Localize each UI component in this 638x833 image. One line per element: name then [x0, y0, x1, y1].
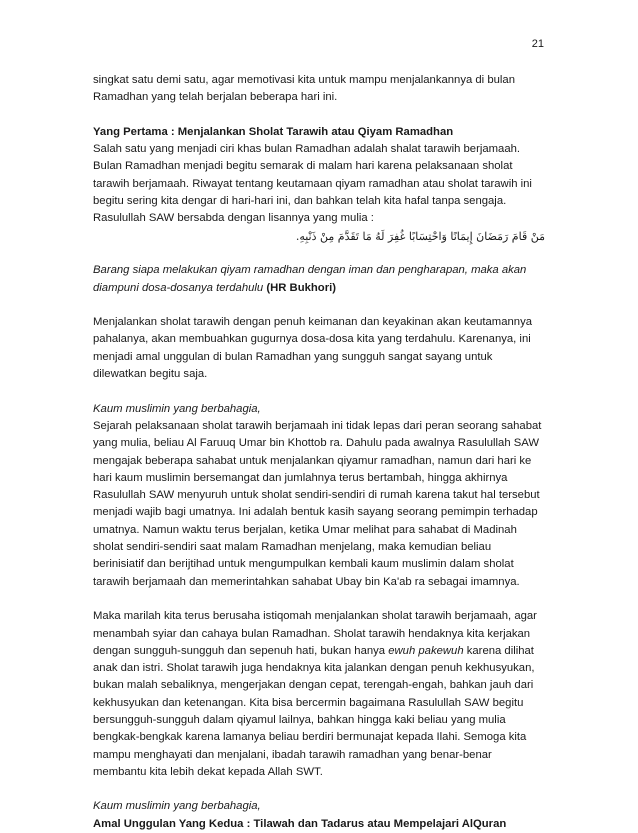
document-body: [93, 72, 545, 833]
translation-text: Barang siapa melakukan qiyam ramadhan dengan iman dan pengharapan, maka akan diampuni dosa-dosanya terdahulu: [93, 264, 527, 294]
history-paragraph: Sejarah pelaksanaan sholat tarawih berjamaah ini tidak lepas dari peran seorang sahabat yang mulia, beliau Al Faruuq Umar bin Khottob ra. Dahulu pada awalnya Rasulullah SAW mengajak beberapa sahabat untuk menjalankan qiyamur ramadhan, namun dari hari ke hari kaum muslimin bersemangat dan jumlahnya terus bertambah, hingga akhirnya Rasulullah SAW menyuruh untuk sholat sendiri-sendiri di rumah karena takut hal tersebut menjadi wajib bagi umatnya. Ini adalah bentuk kasih sayang seorang pemimpin terhadap umatnya. Namun waktu terus berjalan, ketika Umar melihat para sahabat di Madinah sholat sendiri-sendiri saat malam Ramadhan menjelang, maka kemudian beliau berinisiatif dan berijtihad untuk mengumpulkan kembali kaum muslimin dalam sholat tarawih berjamaah dan memerintahkan sahabat Ubay bin Ka'ab ra sebagai imamnya.: [93, 419, 542, 588]
salutation-1: Kaum muslimin yang berbahagia,: [93, 402, 261, 415]
hadith-source: (HR Bukhori): [266, 281, 337, 294]
istiqomah-text-b: karena dilihat anak dan istri. Sholat tarawih juga hendaknya kita jalankan dengan penuh kekhusyukan, bukan malah sebaliknya, mengerjakan dengan cepat, terengah-engah, bahkan jauh dari kekhusyukan dan ketenangan. Kita bisa bercermin bagaimana Rasulullah SAW begitu bersungguh-sungguh dalam qiyamul lailnya, bahkan hingga kaki beliau yang mulia bengkak-bengkak karena lamanya beliau berdiri bermunajat kepada Ilahi. Semoga kita mampu menghayati dan menjalani, ibadah tarawih ramadhan yang benar-benar membantu kita lebih dekat kepada Allah SWT.: [93, 644, 535, 778]
intro-paragraph: singkat satu demi satu, agar memotivasi kita untuk mampu menjalankannya di bulan Ramadhan yang telah berjalan beberapa hari ini.: [93, 74, 515, 104]
istiqomah-italic: ewuh pakewuh: [388, 644, 464, 657]
hadith-translation: [93, 262, 545, 297]
tarawih-paragraph: Salah satu yang menjadi ciri khas bulan Ramadhan adalah shalat tarawih berjamaah. Bulan Ramadhan menjadi begitu semarak di malam hari karena pelaksanaan sholat tarawih berjamaah. Riwayat tentang keutamaan qiyam ramadhan atau sholat tarawih ini begitu sering kita dengar di hari-hari ini, dan bahkan telah kita hafal tanpa sengaja. Rasulullah SAW bersabda dengan lisannya yang mulia :: [93, 143, 532, 225]
section-heading-tilawah: Amal Unggulan Yang Kedua : Tilawah dan Tadarus atau Mempelajari AlQuran: [93, 817, 507, 830]
salutation-2: Kaum muslimin yang berbahagia,: [93, 800, 261, 813]
section-heading-tarawih: Yang Pertama : Menjalankan Sholat Tarawih atau Qiyam Ramadhan: [93, 125, 454, 138]
page-number: 21: [531, 38, 544, 50]
tarawih-merit-paragraph: Menjalankan sholat tarawih dengan penuh keimanan dan keyakinan akan keutamannya pahalanya, akan membuahkan gugurnya dosa-dosa kita yang terdahulu. Karenanya, ini menjadi amal unggulan di bulan Ramadhan yang sungguh sangat sayang untuk dilewatkan begitu saja.: [93, 316, 533, 381]
istiqomah-text-a: Maka marilah kita terus berusaha istiqomah menjalankan sholat tarawih berjamaah, agar menambah syiar dan cahaya bulan Ramadhan. Sholat tarawih hendaknya kita kerjakan dengan sungguh-sungguh dan sepenuh hati, bukan hanya: [93, 610, 537, 657]
hadith-arabic: مَنْ قَامَ رَمَضَانَ إِيمَانًا وَاحْتِسَابًا غُفِرَ لَهُ مَا تَقَدَّمَ مِنْ ذَنْبِهِ.: [295, 229, 545, 243]
istiqomah-paragraph: [93, 608, 545, 781]
